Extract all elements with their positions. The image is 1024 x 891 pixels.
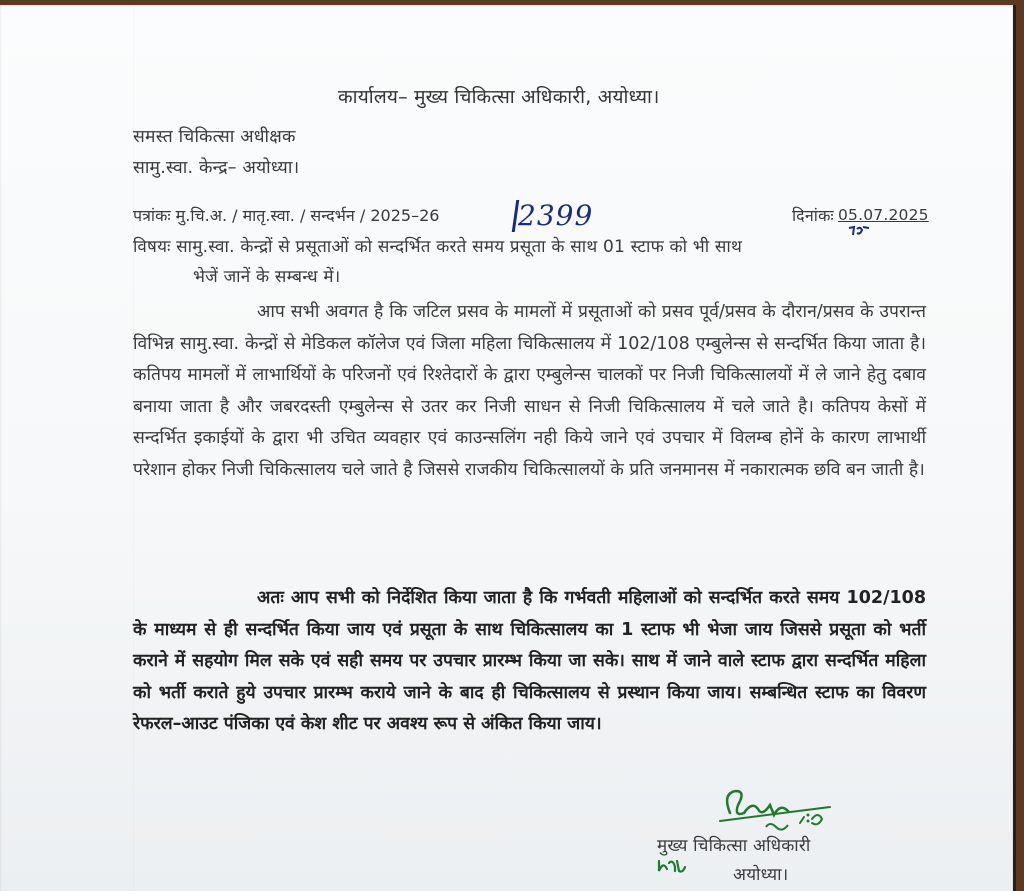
handwritten-dispatch-number: 2399 (518, 199, 594, 232)
signatory-designation: मुख्य चिकित्सा अधिकारी (657, 836, 811, 856)
subject-line-1: विषयः सामु.स्वा. केन्द्रों से प्रसूताओं को सन्दर्भित करते समय प्रसूता के साथ 01 स्टाफ को भी साथ (133, 237, 743, 257)
office-header: कार्यालय– मुख्य चिकित्सा अधिकारी, अयोध्या। (338, 86, 660, 108)
signatory-place: अयोध्या। (733, 865, 789, 885)
date-initials-icon (848, 225, 870, 240)
date-label: दिनांकः (792, 206, 834, 225)
signatory-initials-icon (657, 857, 687, 879)
signature-icon (700, 783, 890, 843)
subject-line-2: भेजें जानें के सम्बन्ध में। (193, 267, 341, 287)
body-paragraph-1: आप सभी अवगत है कि जटिल प्रसव के मामलों में प्रसूताओं को प्रसव पूर्व/प्रसव के दौरान/प्रसव के उपरान्त विभिन्न सामु.स्वा. केन्द्रों से मेडिकल कॉलेज एवं जिला महिला चिकित्सालय में 102/108 एम्बुलेन्स से सन्दर्भित किया जाता है। कतिपय मामलों में लाभार्थियों के परिजनों एवं रिश्तेदारों के द्वारा एम्बुलेन्स चालकों पर निजी चिकित्सालयों में ले जाने हेतु दबाव बनाया जाता है और जबरदस्ती एम्बुलेन्स से उतर कर निजी साधन से निजी चिकित्सालय में चले जाते है। कतिपय केसों में सन्दर्भित इकाईयों के द्वारा भी उचित व्यवहार एवं काउन्सलिंग नही किये जाने एवं उपचार में विलम्ब होनें के कारण लाभार्थी परेशान होकर निजी चिकित्सालय चले जाते है जिससे राजकीय चिकित्सालयों के प्रति जनमानस में नकारात्मक छवि बन जाती है। (133, 302, 926, 480)
letter-page (0, 5, 1013, 891)
addressee-line-2: सामु.स्वा. केन्द्र– अयोध्या। (133, 158, 300, 178)
date-value: 05.07.2025 (838, 206, 929, 224)
reference-number-label: पत्रांकः मु.चि.अ. / मातृ.स्वा. / सन्दर्भन / 2025–26 (133, 206, 440, 225)
body-paragraph-2: अतः आप सभी को निर्देशित किया जाता है कि गर्भवती महिलाओं को सन्दर्भित करते समय 102/108 के माध्यम से ही सन्दर्भित किया जाय एवं प्रसूता के साथ चिकित्सालय का 1 स्टाफ भी भेजा जाय जिससे प्रसूता को भर्ती कराने में सहयोग मिल सके एवं सही समय पर उपचार प्रारम्भ किया जा सके। साथ में जाने वाले स्टाफ द्वारा सन्दर्भित महिला को भर्ती कराते हुये उपचार प्रारम्भ कराये जाने के बाद ही चिकित्सालय से प्रस्थान किया जाय। सम्बन्धित स्टाफ का विवरण रेफरल–आउट पंजिका एवं केश शीट पर अवश्य रूप से अंकित किया जाय। (133, 588, 926, 734)
addressee-line-1: समस्त चिकित्सा अधीक्षक (133, 127, 296, 147)
